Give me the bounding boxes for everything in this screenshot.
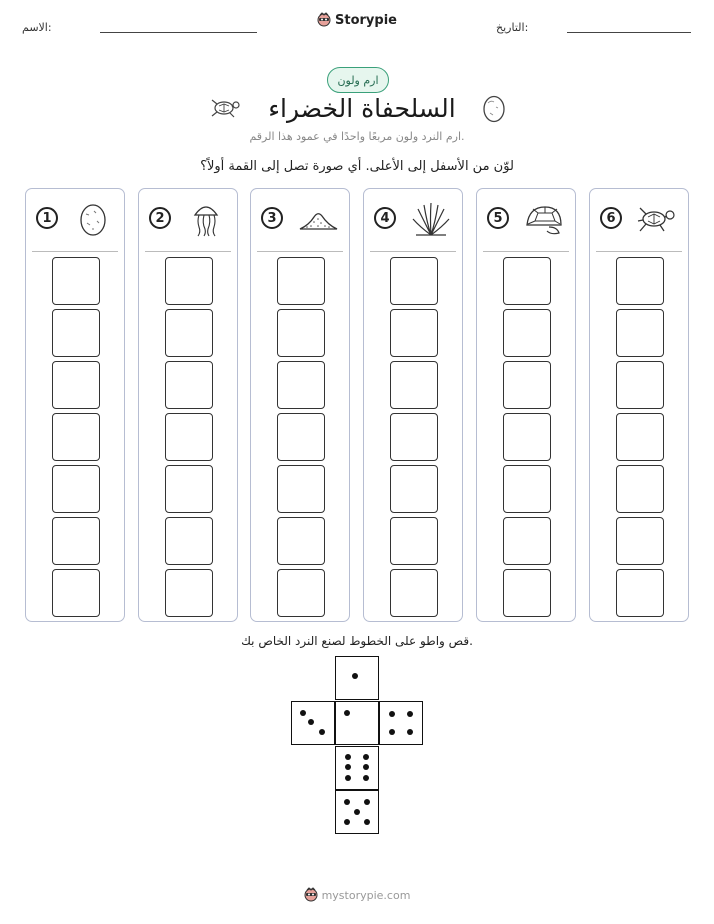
pip (319, 729, 325, 735)
title-row (0, 93, 714, 123)
pip (352, 673, 358, 679)
dice-face-6 (335, 746, 379, 790)
storypie-mascot-icon (304, 887, 318, 903)
pip (344, 710, 350, 716)
color-square[interactable] (165, 569, 213, 617)
pip (363, 754, 369, 760)
color-square[interactable] (277, 309, 325, 357)
pip (300, 710, 306, 716)
sand-pile-icon (297, 201, 339, 237)
pip (345, 754, 351, 760)
pip (407, 711, 413, 717)
color-square[interactable] (52, 465, 100, 513)
seagrass-icon (410, 201, 452, 237)
color-square[interactable] (616, 413, 664, 461)
color-square[interactable] (52, 569, 100, 617)
color-square[interactable] (277, 413, 325, 461)
color-square[interactable] (616, 361, 664, 409)
color-square[interactable] (390, 309, 438, 357)
cut-instruction: قص واطو على الخطوط لصنع النرد الخاص بك. (241, 634, 473, 648)
column-divider (483, 251, 569, 252)
turtle-shell-icon (523, 201, 565, 237)
dice-face-1-top (335, 656, 379, 700)
column-1 (25, 188, 125, 622)
dice-face-3 (291, 701, 335, 745)
color-square[interactable] (52, 413, 100, 461)
column-divider (370, 251, 456, 252)
color-square[interactable] (165, 309, 213, 357)
column-5 (476, 188, 576, 622)
pip (389, 711, 395, 717)
column-6 (589, 188, 689, 622)
pip (389, 729, 395, 735)
color-square[interactable] (277, 569, 325, 617)
pip (344, 799, 350, 805)
color-square[interactable] (616, 465, 664, 513)
column-number: 1 (36, 207, 58, 229)
pip (308, 719, 314, 725)
color-square[interactable] (503, 465, 551, 513)
sea-turtle-icon (208, 95, 242, 121)
pip (345, 764, 351, 770)
brand-name: Storypie (335, 12, 397, 28)
color-square[interactable] (616, 517, 664, 565)
date-line[interactable] (567, 32, 691, 33)
dice-face-1-center (335, 701, 379, 745)
pip (364, 819, 370, 825)
column-number: 6 (600, 207, 622, 229)
footer-url[interactable]: mystorypie.com (321, 888, 411, 902)
dice-face-4 (379, 701, 423, 745)
column-number: 3 (261, 207, 283, 229)
pip (363, 775, 369, 781)
name-line[interactable] (100, 32, 257, 33)
egg-icon (72, 201, 114, 237)
color-square[interactable] (165, 413, 213, 461)
pip (364, 799, 370, 805)
color-square[interactable] (503, 517, 551, 565)
color-square[interactable] (390, 413, 438, 461)
storypie-mascot-icon (317, 12, 331, 28)
pip (344, 819, 350, 825)
dice-face-5 (335, 790, 379, 834)
color-square[interactable] (52, 517, 100, 565)
color-square[interactable] (277, 257, 325, 305)
color-square[interactable] (616, 569, 664, 617)
page-title: السلحفاة الخضراء (268, 93, 456, 123)
column-divider (32, 251, 118, 252)
color-square[interactable] (390, 517, 438, 565)
color-square[interactable] (52, 257, 100, 305)
color-square[interactable] (390, 569, 438, 617)
color-square[interactable] (503, 569, 551, 617)
column-3 (250, 188, 350, 622)
brand-logo (0, 12, 714, 28)
column-number: 2 (149, 207, 171, 229)
column-divider (596, 251, 682, 252)
column-4 (363, 188, 463, 622)
egg-icon (482, 93, 506, 123)
column-divider (145, 251, 231, 252)
color-square[interactable] (277, 517, 325, 565)
color-square[interactable] (616, 309, 664, 357)
footer (0, 887, 714, 903)
date-label: التاريخ: (496, 21, 529, 34)
color-square[interactable] (390, 465, 438, 513)
color-square[interactable] (165, 361, 213, 409)
pip (407, 729, 413, 735)
color-square[interactable] (52, 309, 100, 357)
color-square[interactable] (165, 465, 213, 513)
color-square[interactable] (503, 361, 551, 409)
color-square[interactable] (616, 257, 664, 305)
pip (354, 809, 360, 815)
color-square[interactable] (165, 257, 213, 305)
color-square[interactable] (390, 257, 438, 305)
question-text: لوّن من الأسفل إلى الأعلى. أي صورة تصل إلى القمة أولاً؟ (200, 159, 514, 174)
color-square[interactable] (503, 413, 551, 461)
color-square[interactable] (390, 361, 438, 409)
jellyfish-icon (185, 201, 227, 237)
pip (345, 775, 351, 781)
column-divider (257, 251, 343, 252)
color-square[interactable] (503, 257, 551, 305)
instruction-badge: ارم ولون (327, 67, 389, 93)
color-square[interactable] (277, 465, 325, 513)
name-label: الاسم: (22, 21, 52, 34)
subtitle: ارم النرد ولون مربعًا واحدًا في عمود هذا الرقم. (249, 130, 465, 143)
color-square[interactable] (277, 361, 325, 409)
column-number: 5 (487, 207, 509, 229)
pip (363, 764, 369, 770)
color-square[interactable] (165, 517, 213, 565)
column-2 (138, 188, 238, 622)
color-square[interactable] (503, 309, 551, 357)
column-number: 4 (374, 207, 396, 229)
sea-turtle-icon (636, 201, 678, 237)
color-square[interactable] (52, 361, 100, 409)
